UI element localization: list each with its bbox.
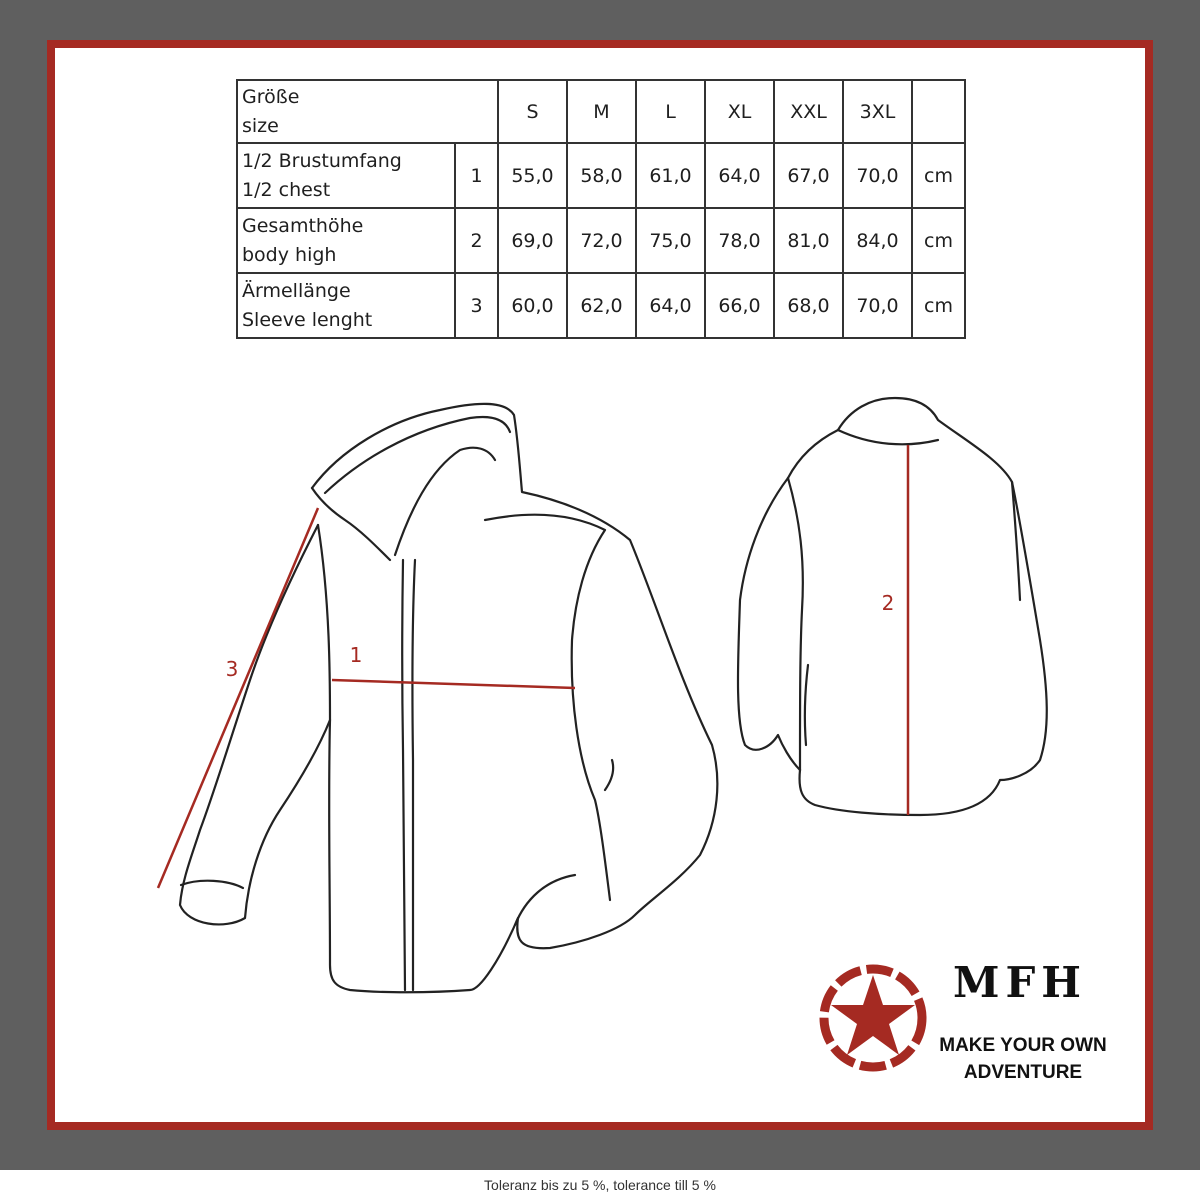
row-index: 2	[455, 208, 498, 273]
row-label: Gesamthöhe body high	[237, 208, 455, 273]
value-cell: 64,0	[705, 143, 774, 208]
value-cell: 60,0	[498, 273, 567, 338]
value-cell: 66,0	[705, 273, 774, 338]
row-index: 3	[455, 273, 498, 338]
value-cell: 70,0	[843, 273, 912, 338]
value-cell: 67,0	[774, 143, 843, 208]
size-cell: S	[498, 80, 567, 143]
value-cell: 62,0	[567, 273, 636, 338]
tolerance-note: Toleranz bis zu 5 %, tolerance till 5 %	[0, 1170, 1200, 1200]
value-cell: 61,0	[636, 143, 705, 208]
value-cell: 78,0	[705, 208, 774, 273]
value-cell: 58,0	[567, 143, 636, 208]
size-cell: M	[567, 80, 636, 143]
row-label: Ärmellänge Sleeve lenght	[237, 273, 455, 338]
size-cell: 3XL	[843, 80, 912, 143]
value-cell: 68,0	[774, 273, 843, 338]
unit-cell: cm	[912, 208, 965, 273]
star-circle-icon	[818, 963, 928, 1073]
marker-2: 2	[881, 591, 895, 615]
size-cell: L	[636, 80, 705, 143]
value-cell: 70,0	[843, 143, 912, 208]
value-cell: 69,0	[498, 208, 567, 273]
value-cell: 64,0	[636, 273, 705, 338]
slogan-line-2: ADVENTURE	[963, 1062, 1083, 1083]
jacket-front-icon	[180, 404, 717, 992]
marker-3: 3	[225, 657, 239, 681]
marker-1: 1	[349, 643, 363, 667]
slogan-line-1: MAKE YOUR OWN	[939, 1035, 1107, 1056]
unit-cell: cm	[912, 273, 965, 338]
size-cell: XXL	[774, 80, 843, 143]
header-label: Größe size	[237, 80, 498, 143]
value-cell: 55,0	[498, 143, 567, 208]
brand-slogan	[930, 1032, 1116, 1086]
sleeve-length-line	[158, 508, 318, 888]
unit-cell: cm	[912, 143, 965, 208]
value-cell: 81,0	[774, 208, 843, 273]
row-label: 1/2 Brustumfang 1/2 chest	[237, 143, 455, 208]
size-cell: XL	[705, 80, 774, 143]
brand-name: MFH	[953, 958, 1087, 1007]
chest-width-line	[332, 680, 575, 688]
value-cell: 72,0	[567, 208, 636, 273]
value-cell: 84,0	[843, 208, 912, 273]
row-index: 1	[455, 143, 498, 208]
value-cell: 75,0	[636, 208, 705, 273]
